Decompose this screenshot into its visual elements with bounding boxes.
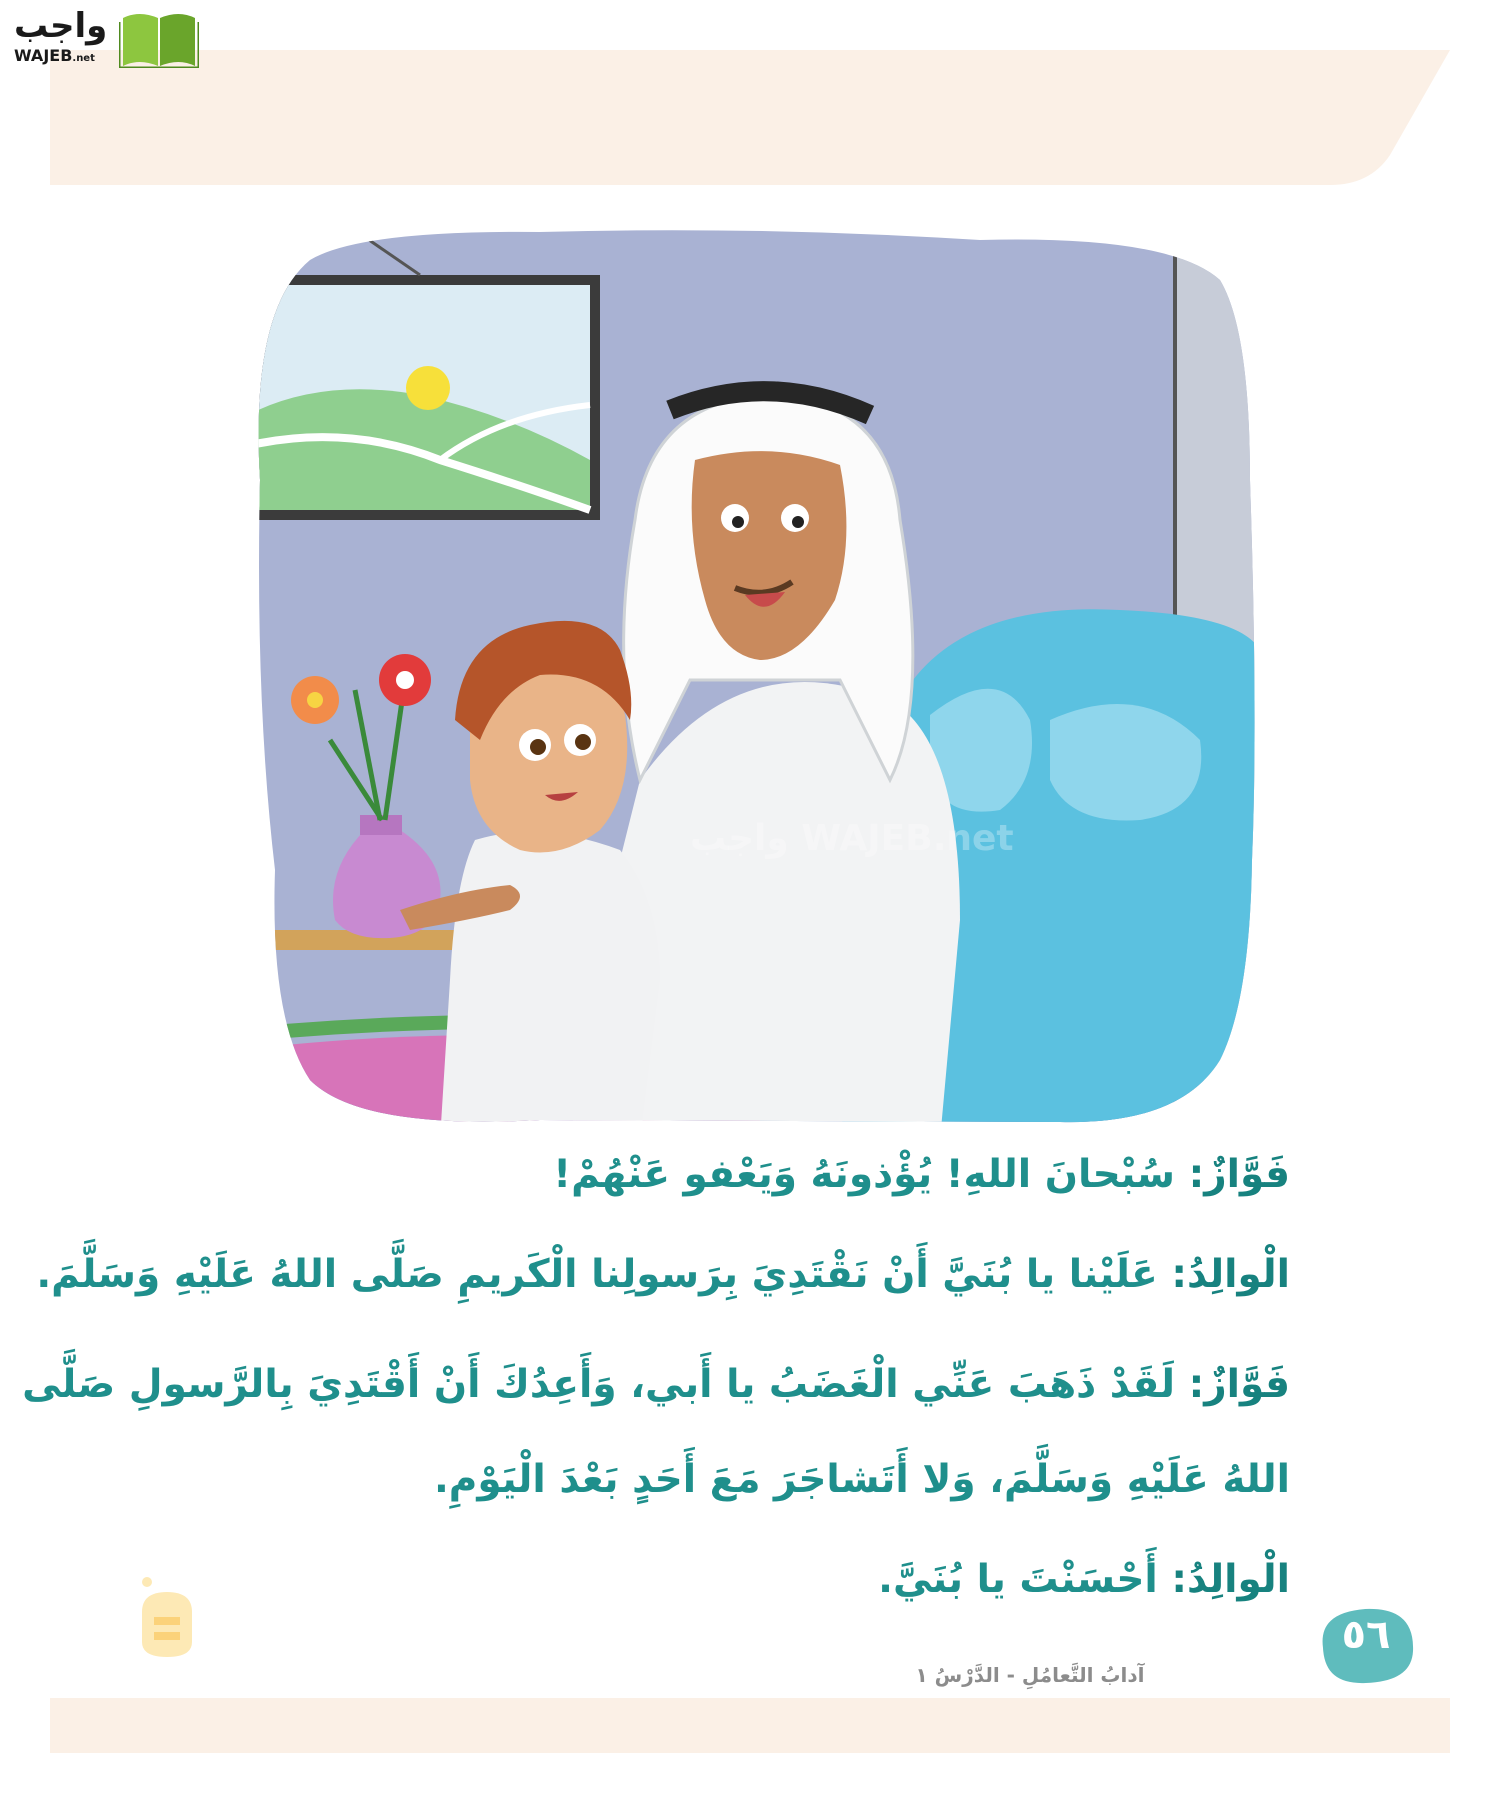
dialogue-text: لَقَدْ ذَهَبَ عَنِّي الْغَضَبُ يا أَبي، وَأَعِدُكَ أَنْ أَقْتَدِيَ بِالرَّسولِ صَلَّى — [22, 1362, 1176, 1407]
dialogue-line-2 — [36, 1250, 1290, 1301]
wajeb-logo[interactable] — [14, 6, 194, 66]
speaker-father: الْوالِدُ: — [1171, 1557, 1290, 1602]
dialogue-text: اللهُ عَلَيْهِ وَسَلَّمَ، وَلا أَتَشاجَرَ مَعَ أَحَدٍ بَعْدَ الْيَوْمِ. — [433, 1457, 1290, 1502]
lesson-icon — [132, 1572, 202, 1662]
speaker-father: الْوالِدُ: — [1171, 1252, 1290, 1297]
logo-english-text: WAJEB.net — [14, 46, 95, 65]
dialogue-text: عَلَيْنا يا بُنَيَّ أَنْ نَقْتَدِيَ بِرَسولِنا الْكَريمِ صَلَّى اللهُ عَلَيْهِ وَسَلَّمَ. — [36, 1252, 1158, 1297]
dialogue-line-3 — [22, 1360, 1290, 1411]
dialogue-line-1 — [553, 1150, 1290, 1201]
page-number: ٥٦ — [1341, 1612, 1391, 1658]
logo-arabic-text: واجب — [14, 6, 108, 46]
top-decorative-band — [50, 50, 1450, 185]
dialogue-text: أَحْسَنْتَ يا بُنَيَّ. — [878, 1557, 1158, 1602]
bottom-decorative-band — [50, 1698, 1450, 1753]
dialogue-line-4 — [434, 1455, 1290, 1506]
dialogue-text: سُبْحانَ اللهِ! يُؤْذونَهُ وَيَعْفو عَنْهُمْ! — [553, 1152, 1176, 1197]
lesson-footer: آدابُ التَّعامُلِ - الدَّرْسُ ١ — [915, 1663, 1145, 1687]
dialogue-line-5 — [878, 1555, 1290, 1606]
speaker-fawaz: فَوَّازٌ: — [1188, 1152, 1290, 1197]
speaker-fawaz: فَوَّازٌ: — [1188, 1362, 1290, 1407]
book-icon — [119, 8, 199, 68]
illustration-watermark: واجب WAJEB.net — [690, 818, 1014, 859]
father-son-illustration — [240, 220, 1260, 1140]
